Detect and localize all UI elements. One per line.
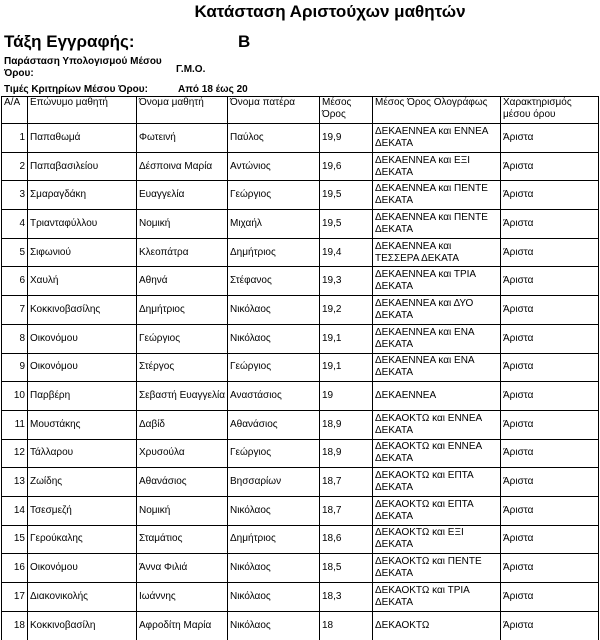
cell-name: Σταμάτιος (137, 525, 228, 554)
cell-characterization: Άριστα (501, 296, 599, 325)
cell-name: Γεώργιος (137, 324, 228, 353)
cell-surname: Παρβέρη (28, 382, 137, 411)
table-row (2, 353, 599, 382)
cell-average-words: ΔΕΚΑΟΚΤΩ και ΤΡΙΑ ΔΕΚΑΤΑ (373, 583, 501, 612)
col-header-father: Όνομα πατέρα (228, 97, 320, 124)
cell-average: 18 (320, 611, 373, 640)
cell-average-words: ΔΕΚΑΕΝΝΕΑ (373, 382, 501, 411)
cell-characterization: Άριστα (501, 124, 599, 153)
cell-surname: Κοκκινοβασίλη (28, 611, 137, 640)
cell-average: 18,3 (320, 583, 373, 612)
cell-average-words: ΔΕΚΑΕΝΝΕΑ και ΕΝΑ ΔΕΚΑΤΑ (373, 353, 501, 382)
cell-surname: Μουστάκης (28, 410, 137, 439)
class-row (4, 32, 404, 52)
cell-father: Παύλος (228, 124, 320, 153)
cell-name: Ευαγγελία (137, 181, 228, 210)
table-row (2, 525, 599, 554)
cell-average: 18,9 (320, 410, 373, 439)
cell-characterization: Άριστα (501, 181, 599, 210)
cell-surname: Παπαβασιλείου (28, 152, 137, 181)
col-header-surname: Επώνυμο μαθητή (28, 97, 137, 124)
table-row (2, 554, 599, 583)
cell-average-words: ΔΕΚΑΕΝΝΕΑ και ΤΡΙΑ ΔΕΚΑΤΑ (373, 267, 501, 296)
table-row (2, 267, 599, 296)
cell-aa: 7 (2, 296, 28, 325)
cell-average: 19,6 (320, 152, 373, 181)
cell-average: 19,5 (320, 210, 373, 239)
cell-average: 19,1 (320, 353, 373, 382)
col-header-aa: Α/Α (2, 97, 28, 124)
cell-father: Γεώργιος (228, 181, 320, 210)
students-table (1, 96, 599, 640)
table-row (2, 181, 599, 210)
cell-aa: 6 (2, 267, 28, 296)
cell-surname: Σμαραγδάκη (28, 181, 137, 210)
cell-characterization: Άριστα (501, 267, 599, 296)
table-row (2, 324, 599, 353)
table-row (2, 152, 599, 181)
cell-name: Άννα Φιλιά (137, 554, 228, 583)
cell-name: Κλεοπάτρα (137, 238, 228, 267)
cell-father: Στέφανος (228, 267, 320, 296)
cell-aa: 5 (2, 238, 28, 267)
cell-father: Αντώνιος (228, 152, 320, 181)
cell-characterization: Άριστα (501, 410, 599, 439)
cell-father: Γεώργιος (228, 353, 320, 382)
cell-father: Νικόλαος (228, 496, 320, 525)
cell-average: 18,5 (320, 554, 373, 583)
cell-average-words: ΔΕΚΑΕΝΝΕΑ και ΤΕΣΣΕΡΑ ΔΕΚΑΤΑ (373, 238, 501, 267)
cell-father: Νικόλαος (228, 324, 320, 353)
cell-father: Δημήτριος (228, 238, 320, 267)
cell-father: Βησσαρίων (228, 468, 320, 497)
cell-aa: 9 (2, 353, 28, 382)
col-header-characterization: Χαρακτηρισμός μέσου όρου (501, 97, 599, 124)
cell-average: 18,9 (320, 439, 373, 468)
cell-surname: Οικονόμου (28, 324, 137, 353)
cell-average-words: ΔΕΚΑΟΚΤΩ και ΕΞΙ ΔΕΚΑΤΑ (373, 525, 501, 554)
criteria-label: Τιμές Κριτηρίων Μέσου Όρου: (4, 84, 148, 95)
cell-average: 19,3 (320, 267, 373, 296)
cell-characterization: Άριστα (501, 583, 599, 612)
cell-surname: Σιφωνιού (28, 238, 137, 267)
cell-average: 19,2 (320, 296, 373, 325)
cell-name: Δημήτριος (137, 296, 228, 325)
cell-surname: Ζωίδης (28, 468, 137, 497)
cell-average-words: ΔΕΚΑΟΚΤΩ (373, 611, 501, 640)
cell-aa: 14 (2, 496, 28, 525)
table-row (2, 496, 599, 525)
cell-aa: 1 (2, 124, 28, 153)
cell-average: 19 (320, 382, 373, 411)
cell-average-words: ΔΕΚΑΟΚΤΩ και ΕΠΤΑ ΔΕΚΑΤΑ (373, 496, 501, 525)
cell-father: Νικόλαος (228, 296, 320, 325)
cell-name: Νομική (137, 210, 228, 239)
cell-aa: 8 (2, 324, 28, 353)
cell-father: Νικόλαος (228, 554, 320, 583)
cell-name: Νομική (137, 496, 228, 525)
cell-name: Αθανάσιος (137, 468, 228, 497)
cell-surname: Κοκκινοβασίλης (28, 296, 137, 325)
cell-father: Δημήτριος (228, 525, 320, 554)
col-header-name: Όνομα μαθητή (137, 97, 228, 124)
cell-average-words: ΔΕΚΑΕΝΝΕΑ και ΕΝΑ ΔΕΚΑΤΑ (373, 324, 501, 353)
cell-surname: Οικονόμου (28, 353, 137, 382)
cell-characterization: Άριστα (501, 238, 599, 267)
cell-aa: 11 (2, 410, 28, 439)
criteria-value: Από 18 έως 20 (178, 84, 248, 95)
class-label: Τάξη Εγγραφής: (4, 32, 135, 51)
cell-aa: 4 (2, 210, 28, 239)
cell-father: Νικόλαος (228, 583, 320, 612)
cell-characterization: Άριστα (501, 439, 599, 468)
cell-surname: Παπαθωμά (28, 124, 137, 153)
cell-characterization: Άριστα (501, 525, 599, 554)
cell-surname: Γερούκαλης (28, 525, 137, 554)
cell-characterization: Άριστα (501, 353, 599, 382)
table-row (2, 468, 599, 497)
cell-father: Νικόλαος (228, 611, 320, 640)
table-row (2, 124, 599, 153)
document-title: Κατάσταση Αριστούχων μαθητών (194, 2, 466, 21)
cell-name: Στέργος (137, 353, 228, 382)
cell-surname: Διακονικολής (28, 583, 137, 612)
cell-father: Αναστάσιος (228, 382, 320, 411)
average-method-value: Γ.Μ.Ο. (176, 64, 206, 75)
cell-aa: 2 (2, 152, 28, 181)
cell-average-words: ΔΕΚΑΕΝΝΕΑ και ΠΕΝΤΕ ΔΕΚΑΤΑ (373, 181, 501, 210)
cell-average-words: ΔΕΚΑΕΝΝΕΑ και ΕΞΙ ΔΕΚΑΤΑ (373, 152, 501, 181)
cell-average-words: ΔΕΚΑΕΝΝΕΑ και ΔΥΟ ΔΕΚΑΤΑ (373, 296, 501, 325)
cell-surname: Τσεσμεζή (28, 496, 137, 525)
cell-characterization: Άριστα (501, 152, 599, 181)
cell-name: Σεβαστή Ευαγγελία (137, 382, 228, 411)
cell-characterization: Άριστα (501, 496, 599, 525)
cell-father: Αθανάσιος (228, 410, 320, 439)
cell-characterization: Άριστα (501, 210, 599, 239)
cell-father: Γεώργιος (228, 439, 320, 468)
table-row (2, 210, 599, 239)
cell-name: Αθηνά (137, 267, 228, 296)
cell-surname: Χαυλή (28, 267, 137, 296)
cell-characterization: Άριστα (501, 324, 599, 353)
cell-average: 18,6 (320, 525, 373, 554)
cell-average-words: ΔΕΚΑΕΝΝΕΑ και ΠΕΝΤΕ ΔΕΚΑΤΑ (373, 210, 501, 239)
table-row (2, 410, 599, 439)
cell-average-words: ΔΕΚΑΟΚΤΩ και ΕΝΝΕΑ ΔΕΚΑΤΑ (373, 410, 501, 439)
cell-average: 18,7 (320, 496, 373, 525)
cell-average-words: ΔΕΚΑΕΝΝΕΑ και ΕΝΝΕΑ ΔΕΚΑΤΑ (373, 124, 501, 153)
cell-characterization: Άριστα (501, 611, 599, 640)
cell-aa: 15 (2, 525, 28, 554)
average-method-label: Παράσταση Υπολογισμού Μέσου Όρου: (4, 56, 162, 79)
cell-average: 18,7 (320, 468, 373, 497)
table-header-row (2, 97, 599, 124)
cell-aa: 18 (2, 611, 28, 640)
col-header-average: Μέσος Όρος (320, 97, 373, 124)
table-row (2, 296, 599, 325)
cell-characterization: Άριστα (501, 382, 599, 411)
cell-aa: 17 (2, 583, 28, 612)
cell-surname: Τριανταφύλλου (28, 210, 137, 239)
cell-average: 19,9 (320, 124, 373, 153)
cell-name: Δέσποινα Μαρία (137, 152, 228, 181)
table-row (2, 238, 599, 267)
cell-average-words: ΔΕΚΑΟΚΤΩ και ΕΠΤΑ ΔΕΚΑΤΑ (373, 468, 501, 497)
cell-aa: 13 (2, 468, 28, 497)
class-value: Β (238, 32, 251, 51)
cell-name: Ιωάννης (137, 583, 228, 612)
cell-characterization: Άριστα (501, 468, 599, 497)
table-row (2, 439, 599, 468)
cell-average: 19,5 (320, 181, 373, 210)
cell-aa: 3 (2, 181, 28, 210)
cell-name: Αφροδίτη Μαρία (137, 611, 228, 640)
cell-name: Χρυσούλα (137, 439, 228, 468)
cell-characterization: Άριστα (501, 554, 599, 583)
cell-aa: 12 (2, 439, 28, 468)
cell-average-words: ΔΕΚΑΟΚΤΩ και ΠΕΝΤΕ ΔΕΚΑΤΑ (373, 554, 501, 583)
cell-aa: 16 (2, 554, 28, 583)
cell-surname: Τάλλαρου (28, 439, 137, 468)
table-row (2, 382, 599, 411)
cell-father: Μιχαήλ (228, 210, 320, 239)
cell-surname: Οικονόμου (28, 554, 137, 583)
cell-aa: 10 (2, 382, 28, 411)
cell-average-words: ΔΕΚΑΟΚΤΩ και ΕΝΝΕΑ ΔΕΚΑΤΑ (373, 439, 501, 468)
cell-name: Φωτεινή (137, 124, 228, 153)
col-header-average-words: Μέσος Όρος Ολογράφως (373, 97, 501, 124)
cell-name: Δαβίδ (137, 410, 228, 439)
cell-average: 19,4 (320, 238, 373, 267)
table-row (2, 583, 599, 612)
cell-average: 19,1 (320, 324, 373, 353)
